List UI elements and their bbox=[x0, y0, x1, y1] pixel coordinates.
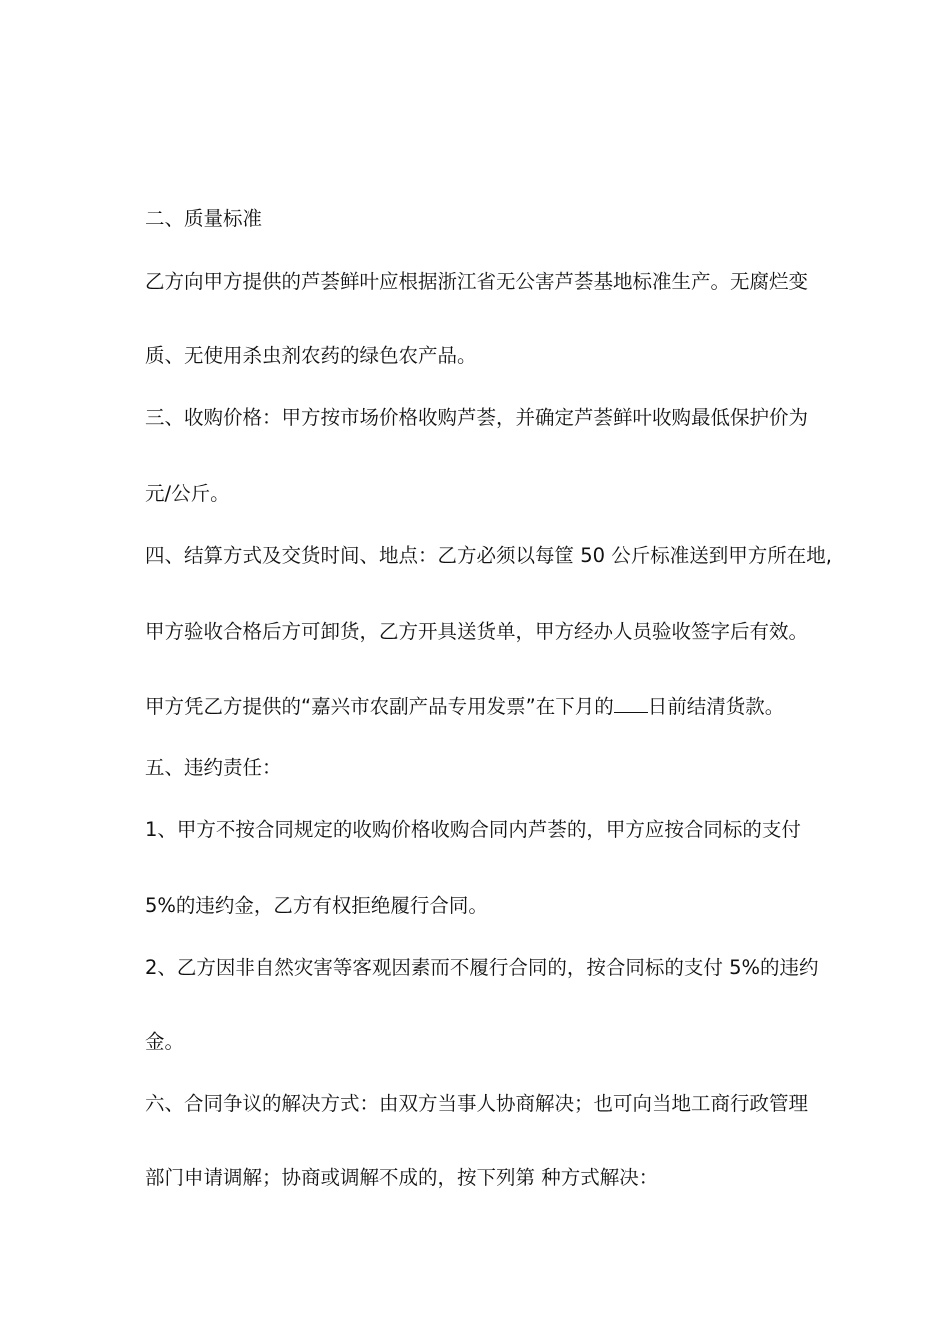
paragraph-line: 乙方向甲方提供的芦荟鲜叶应根据浙江省无公害芦荟基地标准生产。无腐烂变 bbox=[145, 270, 809, 293]
fill-in-blank bbox=[614, 694, 648, 713]
section-heading-settlement: 四、结算方式及交货时间、地点：乙方必须以每筐 50 公斤标准送到甲方所在地, bbox=[145, 544, 832, 567]
paragraph-line: 1、甲方不按合同规定的收购价格收购合同内芦荟的，甲方应按合同标的支付 bbox=[145, 818, 801, 841]
section-heading-liability: 五、违约责任： bbox=[145, 756, 282, 779]
paragraph-line: 2、乙方因非自然灾害等客观因素而不履行合同的，按合同标的支付 5%的违约 bbox=[145, 956, 819, 979]
paragraph-line: 元/公斤。 bbox=[145, 482, 230, 505]
paragraph-line-invoice bbox=[145, 694, 825, 719]
section-heading-dispute: 六、合同争议的解决方式：由双方当事人协商解决；也可向当地工商行政管理 bbox=[145, 1092, 809, 1115]
paragraph-line: 金。 bbox=[145, 1030, 185, 1053]
section-heading-price: 三、收购价格：甲方按市场价格收购芦荟，并确定芦荟鲜叶收购最低保护价为 bbox=[145, 406, 809, 429]
invoice-text-before: 甲方凭乙方提供的“嘉兴市农副产品专用发票”在下月的 bbox=[145, 695, 614, 718]
section-heading-quality: 二、质量标准 bbox=[145, 207, 263, 230]
invoice-text-after: 日前结清货款。 bbox=[647, 695, 785, 718]
paragraph-line: 质、无使用杀虫剂农药的绿色农产品。 bbox=[145, 344, 477, 367]
paragraph-line: 甲方验收合格后方可卸货，乙方开具送货单，甲方经办人员验收签字后有效。 bbox=[145, 620, 809, 643]
paragraph-line: 部门申请调解；协商或调解不成的，按下列第 种方式解决： bbox=[145, 1166, 659, 1189]
paragraph-line: 5%的违约金，乙方有权拒绝履行合同。 bbox=[145, 894, 488, 917]
